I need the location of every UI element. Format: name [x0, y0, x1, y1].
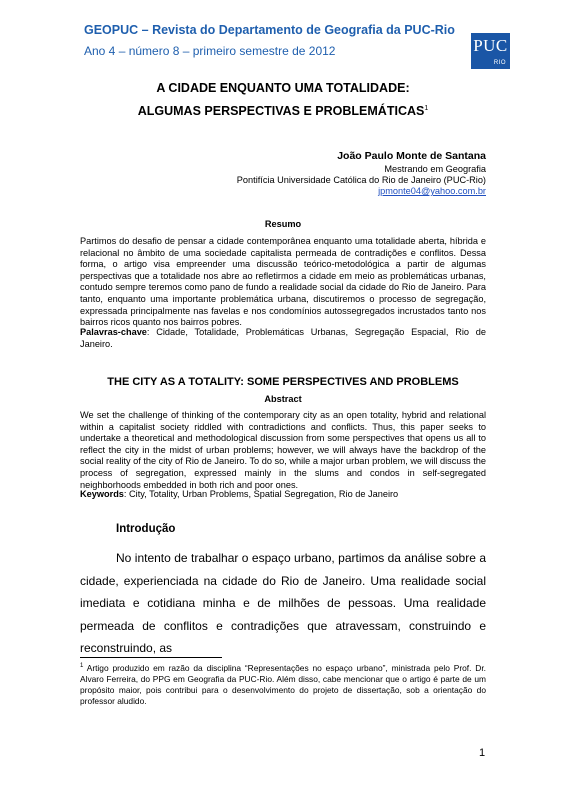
- author-affiliation: Pontifícia Universidade Católica do Rio de Janeiro (PUC-Rio): [236, 175, 486, 185]
- intro-text: No intento de trabalhar o espaço urbano, partimos da análise sobre a cidade, experienciada na cidade do Rio de Janeiro. Uma realidade social imediata e cotidiana minha e de milhões de pessoas. Uma realidade permeada de conflitos e contradições que atravessam, construindo e reconstruindo, as: [80, 551, 486, 656]
- title-footnote-mark[interactable]: 1: [424, 104, 429, 112]
- author-email[interactable]: [378, 186, 486, 196]
- article-title-line1: A CIDADE ENQUANTO UMA TOTALIDADE:: [156, 81, 410, 95]
- footnote: [80, 661, 486, 708]
- intro-paragraph: [80, 547, 486, 660]
- palavras-chave: [80, 327, 486, 350]
- abstract-text: We set the challenge of thinking of the contemporary city as an open totality, hybrid and relational within a capitalist society riddled with contradictions and conflicts. Thus, this paper seeks to undertake a theoretical and methodological discussion from some perspectives that opens us all to reflect the city in the midst of urban problems; however, we will always have the backdrop of the social reality of the city of Rio de Janeiro. To do so, while a major urban problem, we will discuss the process of segregation, expressed mainly in the slums and condos in self-segregated neighborhoods embedded in both rich and poor ones.: [80, 410, 486, 490]
- logo-subtext: RIO: [493, 60, 506, 66]
- palavras-chave-label: Palavras-chave: [80, 327, 147, 337]
- email-link[interactable]: jpmonte04@yahoo.com.br: [378, 186, 486, 196]
- footnote-text: Artigo produzido em razão da disciplina “Representações no espaço urbano”, ministrada pelo Prof. Dr. Alvaro Ferreira, do PPG em Geografia da PUC-Rio. Além disso, cabe mencionar que o artigo é parte de um propósito maior, pois contribui para o desenvolvimento do projeto de dissertação, sob a orientação do professor aludido.: [80, 662, 486, 707]
- page-number: 1: [479, 747, 486, 759]
- keywords: [80, 489, 486, 501]
- journal-title: GEOPUC – Revista do Departamento de Geografia da PUC-Rio: [84, 23, 455, 37]
- resumo-heading: Resumo: [264, 219, 302, 229]
- abstract-heading: Abstract: [264, 394, 302, 404]
- author-role: Mestrando em Geografia: [384, 164, 486, 174]
- english-title: THE CITY AS A TOTALITY: SOME PERSPECTIVES AND PROBLEMS: [107, 376, 459, 388]
- intro-heading: Introdução: [116, 523, 176, 535]
- keywords-values: : City, Totality, Urban Problems, Spatial Segregation, Rio de Janeiro: [123, 489, 399, 499]
- footnote-mark: 1: [80, 663, 84, 669]
- article-title-line2: [80, 104, 486, 118]
- keywords-label: Keywords: [80, 489, 124, 499]
- resumo-text: Partimos do desafio de pensar a cidade contemporânea enquanto uma totalidade aberta, híbrida e relacional no âmbito de uma sociedade capitalista permeada de contradições e conflitos. Dessa forma, o artigo visa empreender uma discussão teórico-metodológica a partir de algumas perspectivas que a totalidade nos abre ao refletirmos a cidade em meio as problemáticas urbanas, contudo sempre teremos como pano de fundo a realidade social da cidade do Rio de Janeiro. Para tanto, enquanto uma importante problemática urbana, discutiremos o processo de segregação, expressada principalmente nas favelas e nos condomínios autossegregados incrustados tanto nos bairros ricos quanto nos bairros pobres.: [80, 236, 486, 328]
- palavras-chave-values: : Cidade, Totalidade, Problemáticas Urbanas, Segregação Espacial, Rio de Janeiro.: [80, 327, 486, 349]
- issue-info: Ano 4 – número 8 – primeiro semestre de 2012: [84, 44, 336, 58]
- author-name: João Paulo Monte de Santana: [337, 150, 486, 162]
- puc-rio-logo: [471, 33, 510, 69]
- footnote-divider: [80, 657, 222, 658]
- article-title-text: ALGUMAS PERSPECTIVAS E PROBLEMÁTICAS: [137, 104, 425, 118]
- logo-text: PUC: [473, 36, 508, 55]
